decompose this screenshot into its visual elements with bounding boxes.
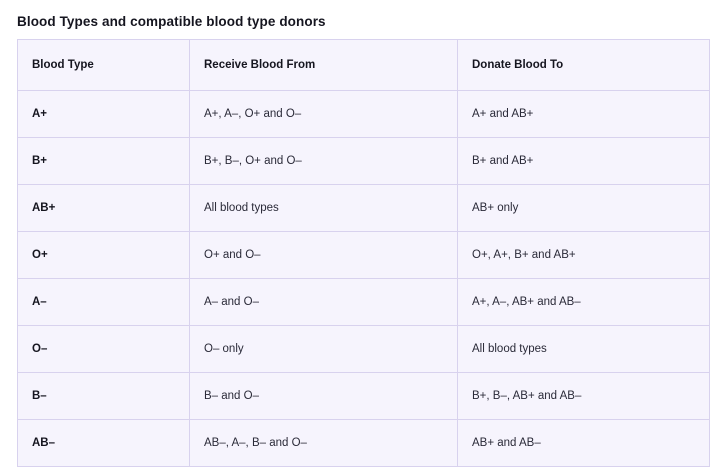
table-row (18, 279, 710, 326)
table-row (18, 138, 710, 185)
cell-blood-type: B+ (18, 138, 190, 185)
cell-donate-to: B+, B–, AB+ and AB– (458, 373, 710, 420)
cell-donate-to: All blood types (458, 326, 710, 373)
cell-receive-from: B– and O– (190, 373, 458, 420)
cell-blood-type: B– (18, 373, 190, 420)
cell-blood-type: AB– (18, 420, 190, 467)
column-header-donate-blood-to: Donate Blood To (458, 40, 710, 91)
cell-donate-to: AB+ only (458, 185, 710, 232)
cell-donate-to: AB+ and AB– (458, 420, 710, 467)
cell-donate-to: B+ and AB+ (458, 138, 710, 185)
table-row (18, 326, 710, 373)
cell-receive-from: AB–, A–, B– and O– (190, 420, 458, 467)
page-title: Blood Types and compatible blood type donors (17, 14, 326, 29)
blood-compatibility-table (17, 39, 710, 467)
cell-donate-to: O+, A+, B+ and AB+ (458, 232, 710, 279)
cell-receive-from: B+, B–, O+ and O– (190, 138, 458, 185)
cell-blood-type: O+ (18, 232, 190, 279)
table-row (18, 91, 710, 138)
cell-donate-to: A+ and AB+ (458, 91, 710, 138)
table-row (18, 373, 710, 420)
table-row (18, 420, 710, 467)
column-header-receive-blood-from: Receive Blood From (190, 40, 458, 91)
cell-receive-from: A+, A–, O+ and O– (190, 91, 458, 138)
cell-receive-from: All blood types (190, 185, 458, 232)
cell-receive-from: O+ and O– (190, 232, 458, 279)
cell-blood-type: O– (18, 326, 190, 373)
cell-blood-type: A+ (18, 91, 190, 138)
cell-blood-type: AB+ (18, 185, 190, 232)
table-header-row (18, 40, 710, 91)
cell-receive-from: A– and O– (190, 279, 458, 326)
table-row (18, 232, 710, 279)
blood-table-container (17, 39, 709, 467)
table-row (18, 185, 710, 232)
table-body (18, 91, 710, 467)
cell-blood-type: A– (18, 279, 190, 326)
table-header (18, 40, 710, 91)
cell-donate-to: A+, A–, AB+ and AB– (458, 279, 710, 326)
cell-receive-from: O– only (190, 326, 458, 373)
column-header-blood-type: Blood Type (18, 40, 190, 91)
